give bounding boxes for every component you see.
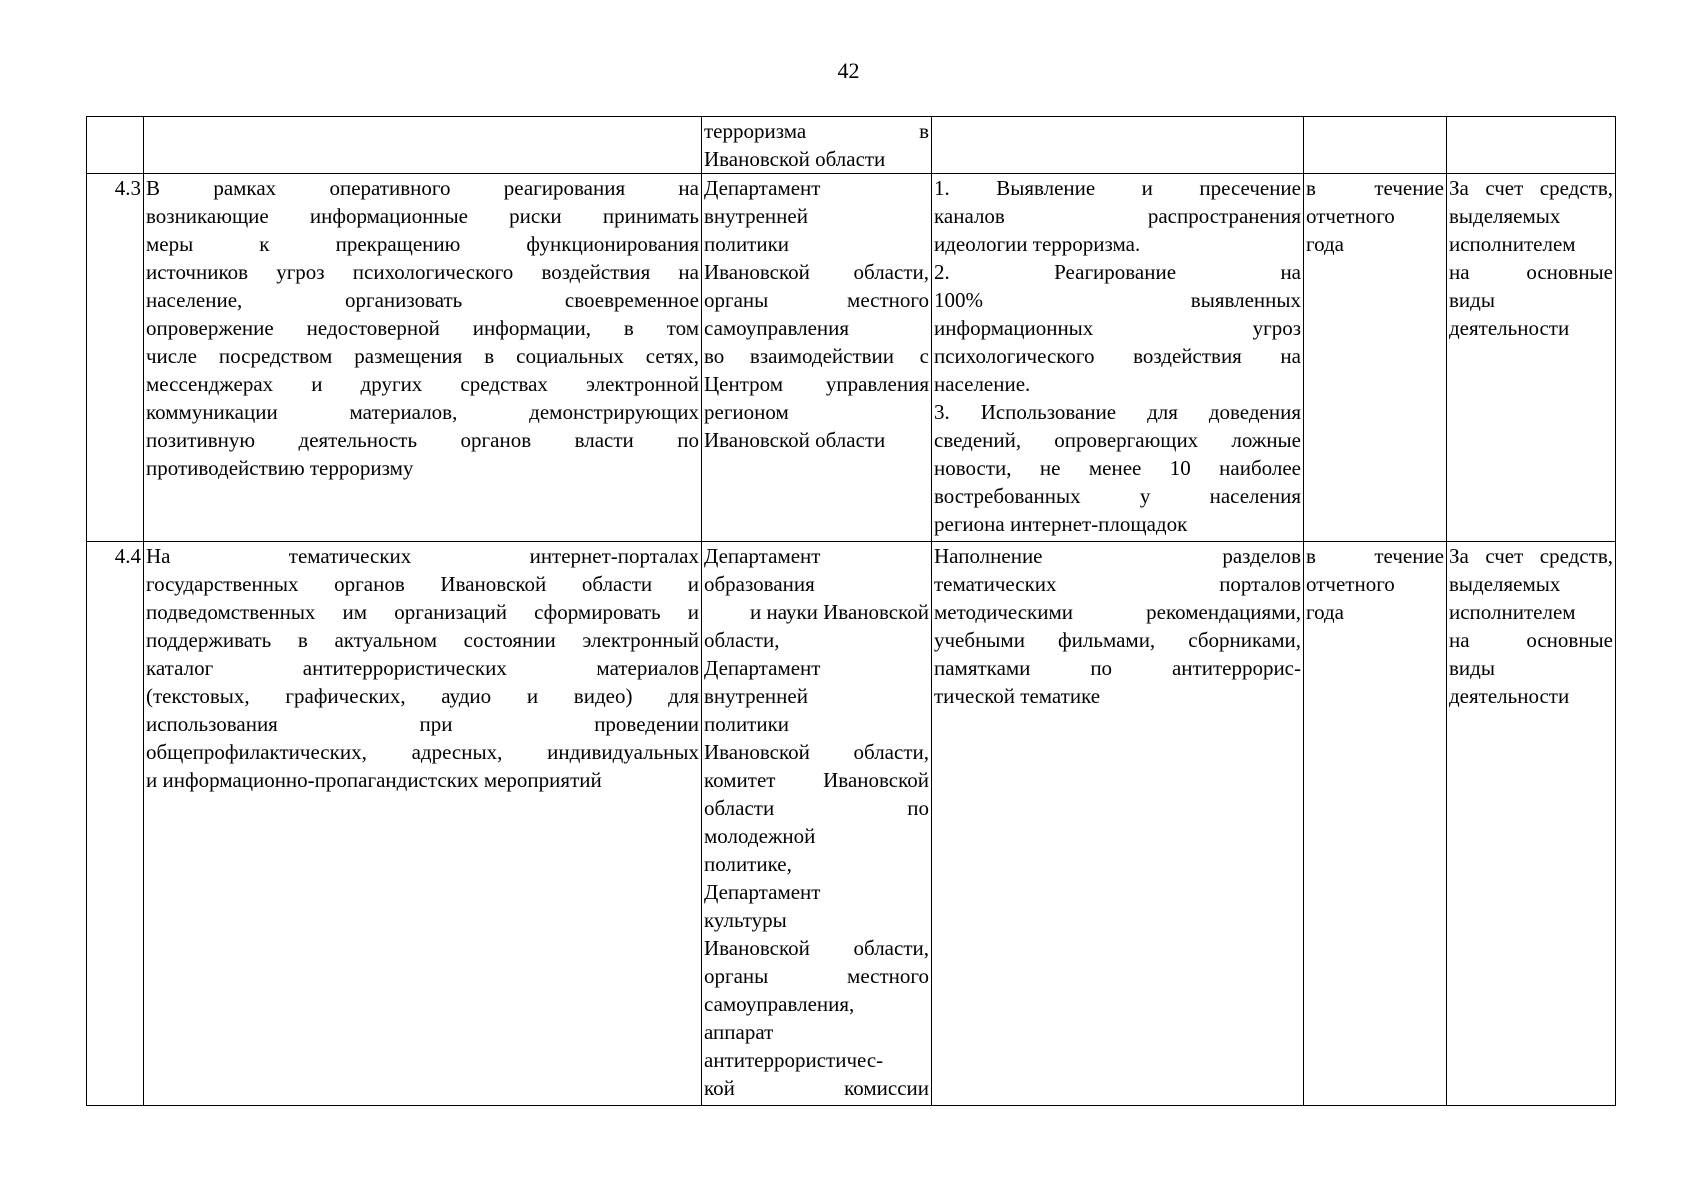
cell-text-line: позитивную деятельность органов власти по xyxy=(146,428,699,452)
cell-text-line: года xyxy=(1306,600,1344,624)
cell-text-line: во взаимодействии с xyxy=(704,344,929,368)
cell-term xyxy=(1304,542,1447,1106)
cell-text-line: на основные xyxy=(1449,260,1613,284)
cell-text-line: области, xyxy=(704,628,780,652)
table-body xyxy=(87,117,1616,1106)
cell-text-line: идеологии терроризма. xyxy=(934,232,1141,256)
cell-text-line: политики xyxy=(704,232,790,256)
cell-text-line: За счет средств, xyxy=(1449,176,1613,200)
cell-text-line: опровержение недостоверной информации, в том xyxy=(146,316,699,340)
cell-text-line: За счет средств, xyxy=(1449,544,1613,568)
cell-text-line: население. xyxy=(934,372,1031,396)
cell-text-line: востребованных у населения xyxy=(934,484,1301,508)
cell-text-line: виды xyxy=(1449,656,1495,680)
cell-text-line: (текстовых, графических, аудио и видео) для xyxy=(146,684,699,708)
cell-measure xyxy=(144,174,702,542)
cell-text-line: Ивановской области xyxy=(704,147,886,171)
cell-text-line: культуры xyxy=(704,908,787,932)
cell-text-line: памятками по антитеррорис- xyxy=(934,656,1301,680)
cell-text-line: органы местного xyxy=(704,288,929,312)
cell-text-line: поддерживать в актуальном состоянии электронный xyxy=(146,628,699,652)
cell-text-line: отчетного xyxy=(1306,572,1395,596)
cell-text-line: общепрофилактических, адресных, индивидуальных xyxy=(146,740,699,764)
cell-text-line: методическими рекомендациями, xyxy=(934,600,1301,624)
cell-text-line: комитет Ивановской xyxy=(704,768,929,792)
cell-measure xyxy=(144,542,702,1106)
cell-text-line: Ивановской области, xyxy=(704,260,929,284)
cell-text-line: Департамент xyxy=(704,544,821,568)
cell-text-line: тематических порталов xyxy=(934,572,1301,596)
cell-text-line: психологического воздействия на xyxy=(934,344,1301,368)
cell-text-line: антитеррористичес- xyxy=(704,1048,884,1072)
cell-text-line: выделяемых xyxy=(1449,572,1561,596)
cell-text-line: внутренней xyxy=(704,204,808,228)
cell-text-line: деятельности xyxy=(1449,316,1570,340)
cell-text-line: Ивановской области, xyxy=(704,936,929,960)
cell-text-line: внутренней xyxy=(704,684,808,708)
cell-text-line: коммуникации материалов, демонстрирующих xyxy=(146,400,699,424)
cell-text-line: Ивановской области xyxy=(704,428,886,452)
cell-funding xyxy=(1447,117,1616,174)
cell-text-line: Департамент xyxy=(704,880,821,904)
cell-text-line: молодежной xyxy=(704,824,816,848)
cell-text-line: возникающие информационные риски принимать xyxy=(146,204,699,228)
cell-text-line: 100% выявленных xyxy=(934,288,1301,312)
cell-text-line: Департамент xyxy=(704,176,821,200)
cell-term xyxy=(1304,174,1447,542)
cell-number: 4.3 xyxy=(87,174,144,542)
cell-text-line: новости, не менее 10 наиболее xyxy=(934,456,1301,480)
cell-text-line: политике, xyxy=(704,852,792,876)
cell-text-line: числе посредством размещения в социальных сетях, xyxy=(146,344,699,368)
cell-text-line: отчетного xyxy=(1306,204,1395,228)
cell-text-line: 3. Использование для доведения xyxy=(934,400,1301,424)
cell-result xyxy=(932,542,1304,1106)
cell-text-line: государственных органов Ивановской области и xyxy=(146,572,699,596)
table-row-4-4 xyxy=(87,542,1616,1106)
cell-result xyxy=(932,117,1304,174)
cell-executor xyxy=(702,542,932,1106)
cell-text-line: образования xyxy=(704,572,815,596)
cell-term xyxy=(1304,117,1447,174)
measures-table xyxy=(86,116,1616,1106)
table-row-continuation xyxy=(87,117,1616,174)
cell-funding xyxy=(1447,174,1616,542)
cell-text-line: региона интернет-площадок xyxy=(934,512,1188,536)
cell-text-line: тической тематике xyxy=(934,684,1101,708)
cell-funding xyxy=(1447,542,1616,1106)
cell-text-line: самоуправления, xyxy=(704,992,855,1016)
cell-text-line: 2. Реагирование на xyxy=(934,260,1301,284)
cell-text-line: Центром управления xyxy=(704,372,929,396)
cell-text-line: и науки Ивановской xyxy=(749,600,929,624)
cell-text-line: виды xyxy=(1449,288,1495,312)
cell-text-line: На тематических интернет-порталах xyxy=(146,544,699,568)
cell-text-line: каналов распространения xyxy=(934,204,1301,228)
cell-number: 4.4 xyxy=(87,542,144,1106)
cell-text-line: источников угроз психологического воздействия на xyxy=(146,260,699,284)
cell-number xyxy=(87,117,144,174)
cell-text-line: на основные xyxy=(1449,628,1613,652)
cell-text-line: Департамент xyxy=(704,656,821,680)
cell-text-line: года xyxy=(1306,232,1344,256)
cell-text-line: Ивановской области, xyxy=(704,740,929,764)
cell-measure xyxy=(144,117,702,174)
cell-text-line: Наполнение разделов xyxy=(934,544,1301,568)
cell-text-line: деятельности xyxy=(1449,684,1570,708)
cell-text-line: политики xyxy=(704,712,790,736)
cell-text-line: противодействию терроризму xyxy=(146,456,414,480)
cell-text-line: кой комиссии xyxy=(704,1076,929,1100)
cell-result xyxy=(932,174,1304,542)
cell-text-line: каталог антитеррористических материалов xyxy=(146,656,699,680)
cell-text-line: органы местного xyxy=(704,964,929,988)
cell-text-line: меры к прекращению функционирования xyxy=(146,232,699,256)
cell-text-line: сведений, опровергающих ложные xyxy=(934,428,1301,452)
cell-text-line: учебными фильмами, сборниками, xyxy=(934,628,1301,652)
cell-text-line: выделяемых xyxy=(1449,204,1561,228)
cell-executor xyxy=(702,174,932,542)
cell-text-line: терроризма в xyxy=(704,119,929,143)
cell-text-line: в течение xyxy=(1306,176,1444,200)
cell-executor xyxy=(702,117,932,174)
cell-text-line: исполнителем xyxy=(1449,600,1576,624)
cell-text-line: информационных угроз xyxy=(934,316,1301,340)
cell-text-line: области по xyxy=(704,796,929,820)
cell-text-line: аппарат xyxy=(704,1020,774,1044)
cell-text-line: регионом xyxy=(704,400,789,424)
cell-text-line: подведомственных им организаций сформировать и xyxy=(146,600,699,624)
cell-text-line: 1. Выявление и пресечение xyxy=(934,176,1301,200)
cell-text-line: исполнителем xyxy=(1449,232,1576,256)
cell-text-line: население, организовать своевременное xyxy=(146,288,699,312)
cell-text-line: в течение xyxy=(1306,544,1444,568)
page-number: 42 xyxy=(837,58,860,83)
cell-text-line: В рамках оперативного реагирования на xyxy=(146,176,699,200)
cell-text-line: и информационно-пропагандистских мероприятий xyxy=(146,768,602,792)
cell-text-line: использования при проведении xyxy=(146,712,699,736)
cell-text-line: мессенджерах и других средствах электронной xyxy=(146,372,699,396)
table-row-4-3 xyxy=(87,174,1616,542)
cell-text-line: самоуправления xyxy=(704,316,850,340)
